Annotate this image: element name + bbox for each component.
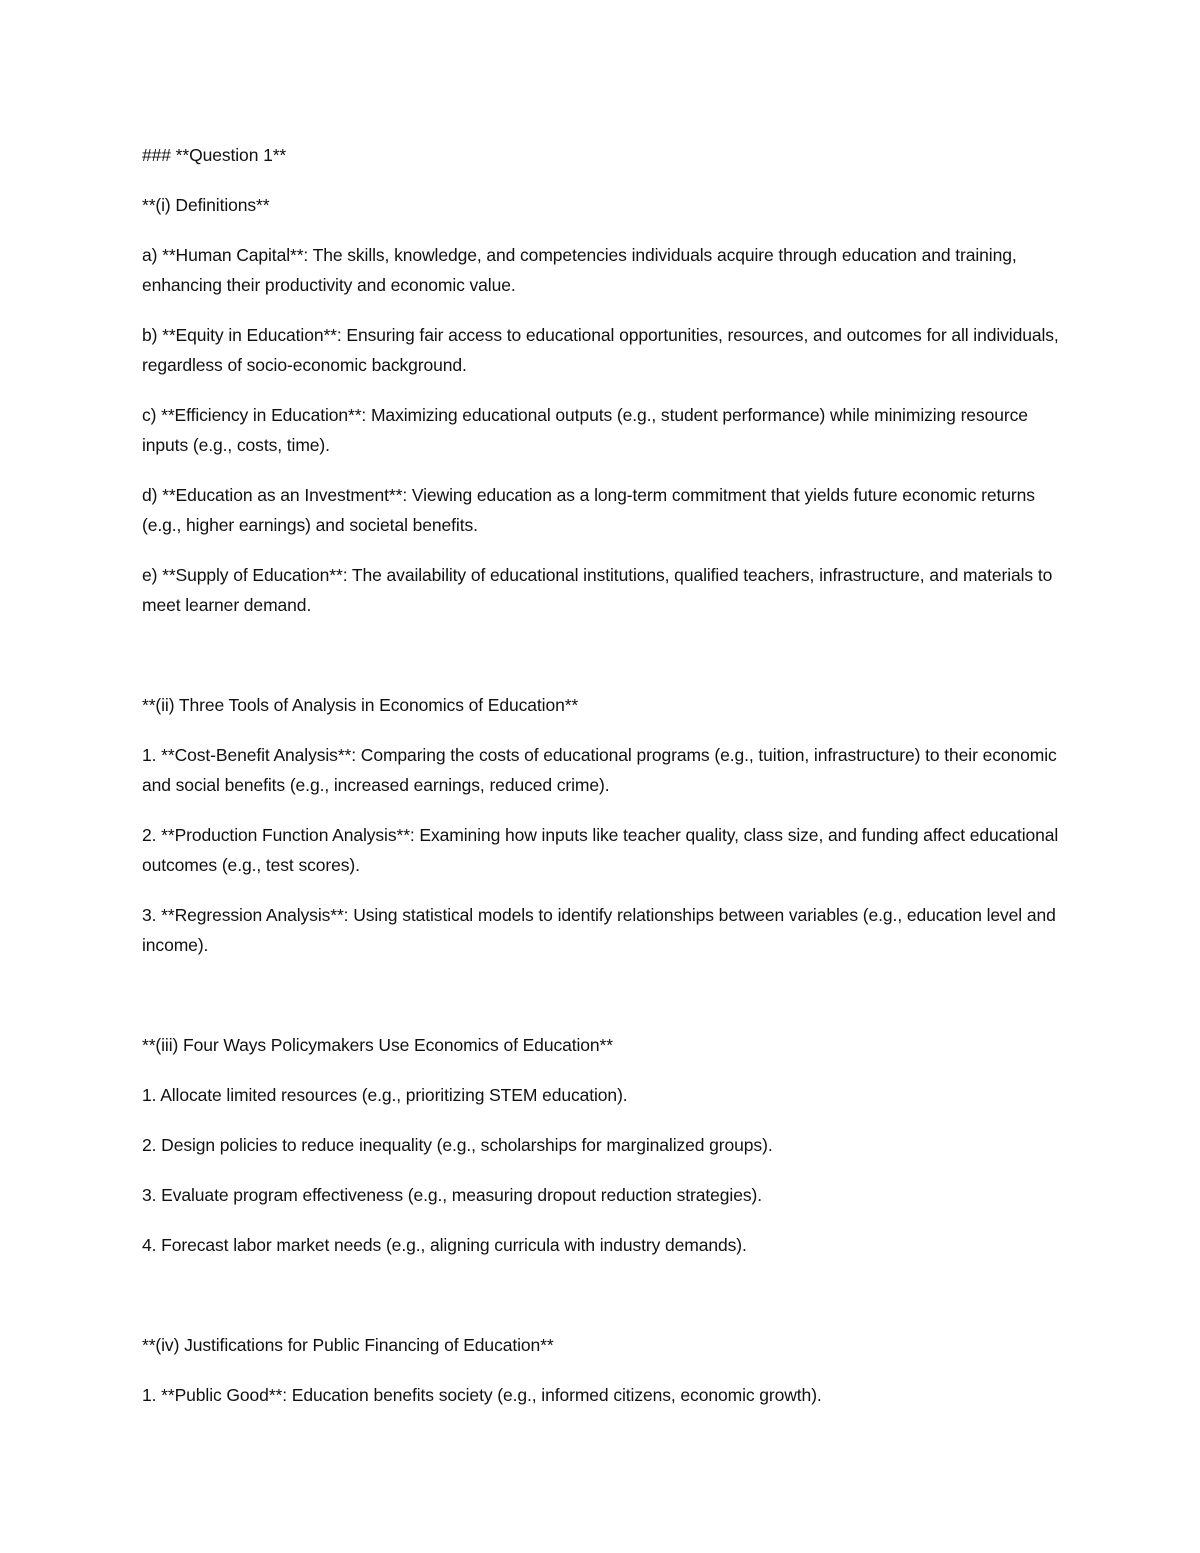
blank-line (142, 1280, 1062, 1330)
definition-investment: d) **Education as an Investment**: Viewing education as a long-term commitment that yields future economic returns (e.g., higher earnings) and societal benefits. (142, 485, 1035, 535)
definition-human-capital: a) **Human Capital**: The skills, knowledge, and competencies individuals acquire through education and training, enhancing their productivity and economic value. (142, 245, 1017, 295)
justification-public-good: 1. **Public Good**: Education benefits society (e.g., informed citizens, economic growth). (142, 1385, 822, 1405)
policy-item-forecast: 4. Forecast labor market needs (e.g., aligning curricula with industry demands). (142, 1235, 747, 1255)
question-heading: ### **Question 1** (142, 145, 287, 165)
tool-cost-benefit: 1. **Cost-Benefit Analysis**: Comparing the costs of educational programs (e.g., tuition, infrastructure) to their economic and social benefits (e.g., increased earnings, reduced crime). (142, 745, 1057, 795)
section-heading-policymakers: **(iii) Four Ways Policymakers Use Economics of Education** (142, 1035, 613, 1055)
policy-item-design: 2. Design policies to reduce inequality (e.g., scholarships for marginalized groups). (142, 1135, 773, 1155)
policy-item-evaluate: 3. Evaluate program effectiveness (e.g., measuring dropout reduction strategies). (142, 1185, 762, 1205)
definition-equity: b) **Equity in Education**: Ensuring fair access to educational opportunities, resources, and outcomes for all individuals, regardless of socio-economic background. (142, 325, 1059, 375)
blank-line (142, 980, 1062, 1030)
section-heading-definitions: **(i) Definitions** (142, 195, 270, 215)
document-body (142, 140, 1062, 1430)
definition-efficiency: c) **Efficiency in Education**: Maximizing educational outputs (e.g., student performance) while minimizing resource inputs (e.g., costs, time). (142, 405, 1028, 455)
definition-supply: e) **Supply of Education**: The availability of educational institutions, qualified teachers, infrastructure, and materials to meet learner demand. (142, 565, 1053, 615)
tool-production-function: 2. **Production Function Analysis**: Examining how inputs like teacher quality, class size, and funding affect educational outcomes (e.g., test scores). (142, 825, 1059, 875)
section-heading-public-financing: **(iv) Justifications for Public Financing of Education** (142, 1335, 554, 1355)
tool-regression: 3. **Regression Analysis**: Using statistical models to identify relationships between variables (e.g., education level and income). (142, 905, 1056, 955)
policy-item-allocate: 1. Allocate limited resources (e.g., prioritizing STEM education). (142, 1085, 628, 1105)
blank-line (142, 640, 1062, 690)
section-heading-tools: **(ii) Three Tools of Analysis in Economics of Education** (142, 695, 579, 715)
